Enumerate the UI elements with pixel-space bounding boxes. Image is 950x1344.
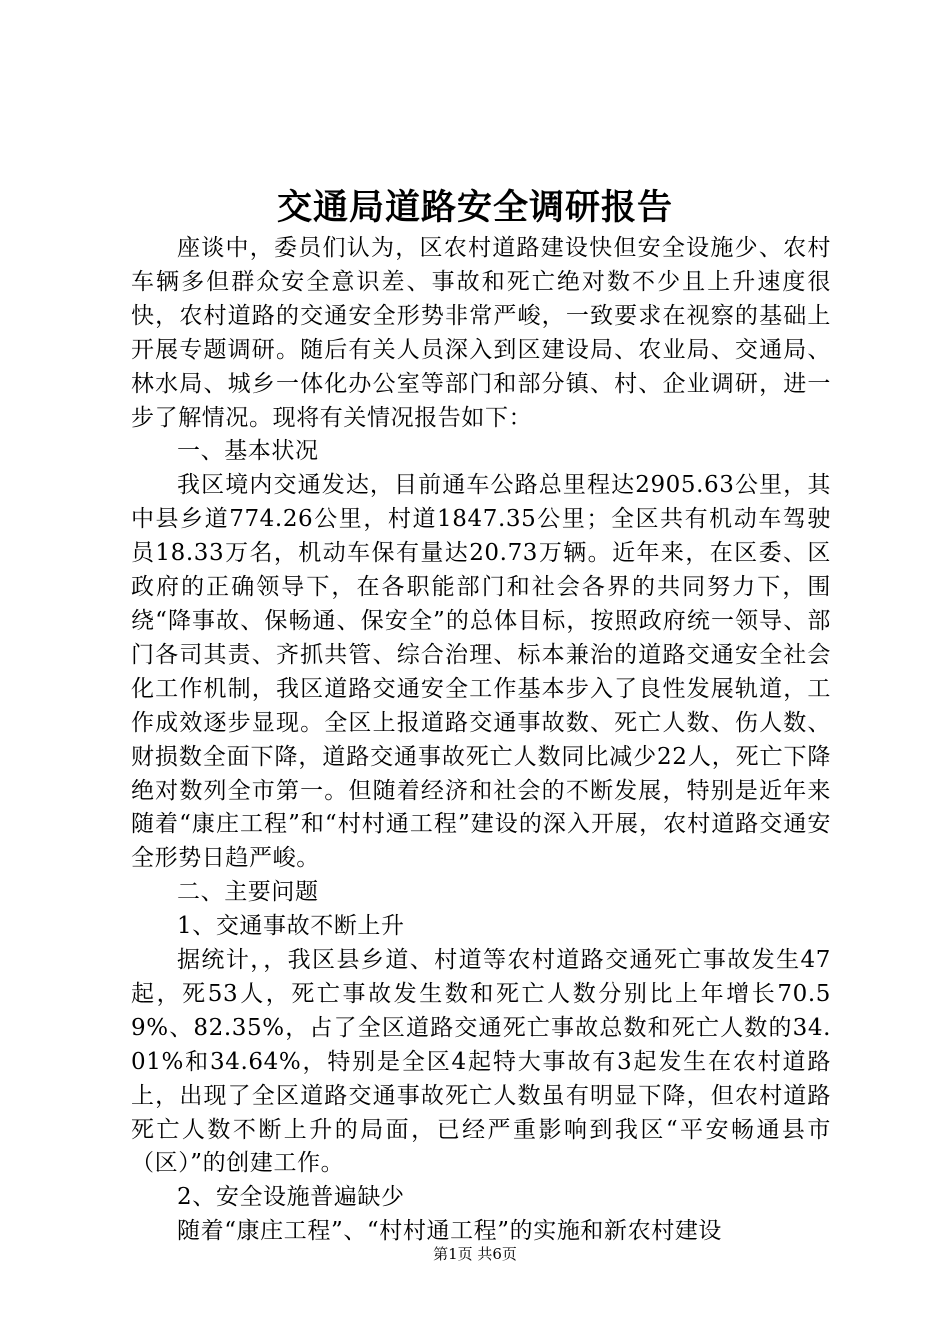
paragraph-safety-facilities: 随着“康庄工程”、“村村通工程”的实施和新农村建设: [177, 1218, 723, 1245]
document-title: 交通局道路安全调研报告: [276, 187, 673, 228]
paragraph-accident-statistics: 据统计，，我区县乡道、村道等农村道路交通死亡事故发生47起，死53人，死亡事故发生数和死亡人数分别比上年增长70.59%、82.35%，占了全区道路交通死亡事故总数和死亡人数的34.01%和34.64%，特别是全区4起特大事故有3起发生在农村道路上，出现了全区道路交通事故死亡人数虽有明显下降，但农村道路死亡人数不断上升的局面，已经严重影响到我区“平安畅通县市（区）”的创建工作。: [131, 947, 831, 1177]
paragraph-basic-status: 我区境内交通发达，目前通车公路总里程达2905.63公里，其中县乡道774.26公里，村道1847.35公里；全区共有机动车驾驶员18.33万名，机动车保有量达20.73万辆。近年来，在区委、区政府的正确领导下，在各职能部门和社会各界的共同努力下，围绕“降事故、保畅通、保安全”的总体目标，按照政府统一领导、部门各司其责、齐抓共管、综合治理、标本兼治的道路交通安全社会化工作机制，我区道路交通安全工作基本步入了良性发展轨道，工作成效逐步显现。全区上报道路交通事故数、死亡人数、伤人数、财损数全面下降，道路交通事故死亡人数同比减少22人，死亡下降绝对数列全市第一。但随着经济和社会的不断发展，特别是近年来随着“康庄工程”和“村村通工程”建设的深入开展，农村道路交通安全形势日趋严峻。: [131, 472, 831, 872]
subheading-accidents-rising: 1、交通事故不断上升: [177, 913, 405, 940]
subheading-safety-facilities: 2、安全设施普遍缺少: [177, 1184, 405, 1211]
section-heading-basic-status: 一、基本状况: [177, 438, 319, 465]
section-heading-main-problems: 二、主要问题: [177, 879, 319, 906]
paragraph-intro: 座谈中，委员们认为，区农村道路建设快但安全设施少、农村车辆多但群众安全意识差、事故和死亡绝对数不少且上升速度很快，农村道路的交通安全形势非常严峻，一致要求在视察的基础上开展专题调研。随后有关人员深入到区建设局、农业局、交通局、林水局、城乡一体化办公室等部门和部分镇、村、企业调研，进一步了解情况。现将有关情况报告如下：: [131, 235, 831, 431]
document-body: [131, 232, 831, 1249]
page-number-footer: 第1页 共6页: [433, 1245, 517, 1263]
